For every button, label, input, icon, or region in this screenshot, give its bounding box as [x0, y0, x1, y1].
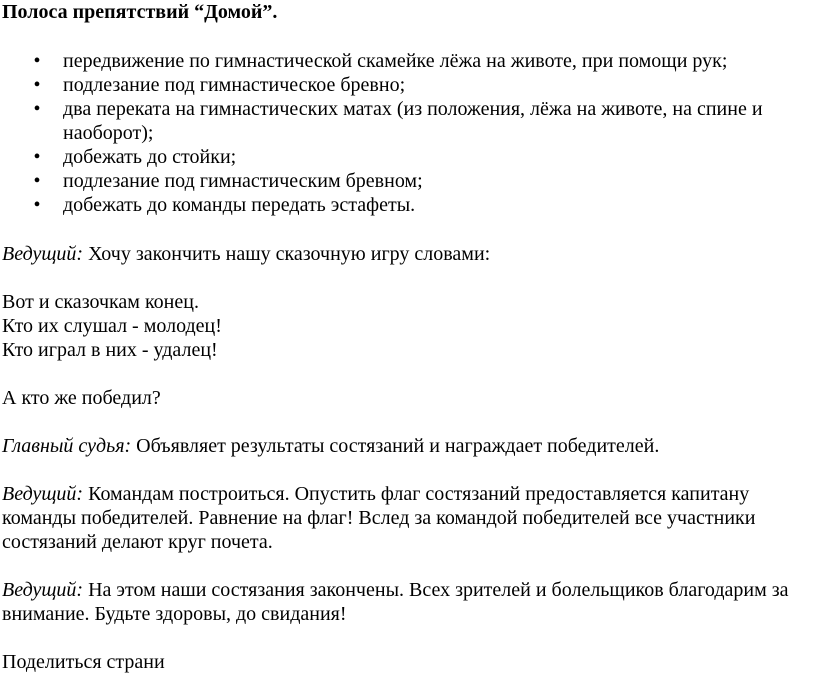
list-item-text: подлезание под гимнастическое бревно; — [63, 74, 406, 96]
list-item — [2, 145, 812, 169]
bullet-icon: • — [33, 50, 41, 72]
speech-text: Хочу закончить нашу сказочную игру словами: — [83, 243, 491, 265]
speech-text: Объявляет результаты состязаний и награждает победителей. — [131, 435, 660, 457]
bullet-icon: • — [33, 194, 41, 216]
bullet-icon: • — [33, 74, 41, 96]
poem-line: Вот и сказочкам конец. — [2, 291, 199, 313]
poem-block — [2, 290, 812, 362]
host-line-flag — [2, 482, 812, 554]
document-body — [2, 0, 812, 674]
list-item-text: добежать до команды передать эстафеты. — [63, 194, 416, 216]
list-item-text: добежать до стойки; — [63, 146, 237, 168]
speaker-role: Ведущий: — [2, 579, 84, 601]
host-line-closing — [2, 578, 812, 626]
list-item — [2, 193, 812, 217]
list-item — [2, 49, 812, 73]
poem-line: Кто их слушал - молодец! — [2, 315, 222, 337]
bullet-icon: • — [33, 98, 41, 120]
speech-text: На этом наши состязания закончены. Всех зрителей и болельщиков благодарим за внимание. Будьте здоровы, до свидания! — [2, 579, 789, 625]
list-item-text: два переката на гимнастических матах (из положения, лёжа на животе, на спине и наоборот); — [63, 98, 763, 144]
list-item — [2, 97, 812, 145]
speaker-role: Ведущий: — [2, 483, 84, 505]
speech-text: Командам построиться. Опустить флаг состязаний предоставляется капитану команды победителей. Равнение на флаг! Вслед за командой победителей все участники состязаний делают круг почета. — [2, 483, 756, 553]
bullet-icon: • — [33, 146, 41, 168]
document-title: Полоса препятствий “Домой”. — [2, 1, 278, 23]
share-page-link[interactable]: Поделиться страни — [2, 651, 165, 673]
bullet-icon: • — [33, 170, 41, 192]
speaker-role: Главный судья: — [2, 435, 132, 457]
poem-line: Кто играл в них - удалец! — [2, 339, 218, 361]
winner-question: А кто же победил? — [2, 387, 161, 409]
list-item-text: передвижение по гимнастической скамейке лёжа на животе, при помощи рук; — [63, 50, 728, 72]
speaker-role: Ведущий: — [2, 243, 84, 265]
list-item — [2, 73, 812, 97]
judge-line — [2, 434, 812, 458]
list-item-text: подлезание под гимнастическим бревном; — [63, 170, 423, 192]
obstacle-list — [2, 49, 812, 217]
list-item — [2, 169, 812, 193]
host-line-intro — [2, 242, 812, 266]
